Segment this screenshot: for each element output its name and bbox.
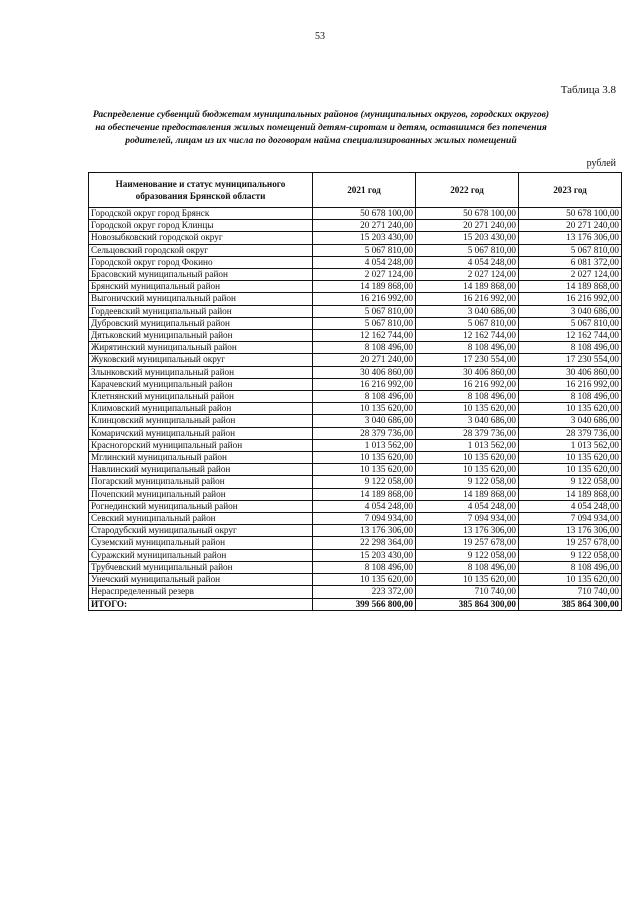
- table-row: [89, 452, 622, 464]
- municipality-cell: Нераспределенный резерв: [89, 586, 313, 598]
- amount-cell: 14 189 868,00: [519, 488, 622, 500]
- amount-cell: 1 013 562,00: [519, 439, 622, 451]
- municipality-cell: Трубчевский муниципальный район: [89, 561, 313, 573]
- municipality-cell: Дубровский муниципальный район: [89, 317, 313, 329]
- amount-cell: 10 135 620,00: [313, 574, 416, 586]
- table-row: [89, 488, 622, 500]
- amount-cell: 13 176 306,00: [519, 232, 622, 244]
- amount-cell: 5 067 810,00: [519, 317, 622, 329]
- municipality-cell: Навлинский муниципальный район: [89, 464, 313, 476]
- amount-cell: 28 379 736,00: [519, 427, 622, 439]
- amount-cell: 10 135 620,00: [416, 574, 519, 586]
- amount-cell: 19 257 678,00: [519, 537, 622, 549]
- table-row: [89, 378, 622, 390]
- municipality-cell: Унечский муниципальный район: [89, 574, 313, 586]
- units-label: рублей: [586, 158, 616, 169]
- municipality-cell: Рогнединский муниципальный район: [89, 500, 313, 512]
- amount-cell: 5 067 810,00: [313, 317, 416, 329]
- municipality-cell: Городской округ город Фокино: [89, 256, 313, 268]
- table-row: [89, 256, 622, 268]
- table-row: [89, 586, 622, 598]
- amount-cell: 2 027 124,00: [416, 269, 519, 281]
- amount-cell: 3 040 686,00: [416, 305, 519, 317]
- amount-cell: 710 740,00: [416, 586, 519, 598]
- amount-cell: 20 271 240,00: [416, 220, 519, 232]
- amount-cell: 16 216 992,00: [416, 378, 519, 390]
- amount-cell: 9 122 058,00: [519, 549, 622, 561]
- table-row: [89, 354, 622, 366]
- municipality-cell: Погарский муниципальный район: [89, 476, 313, 488]
- amount-cell: 13 176 306,00: [519, 525, 622, 537]
- amount-cell: 19 257 678,00: [416, 537, 519, 549]
- amount-cell: 385 864 300,00: [519, 598, 622, 610]
- amount-cell: 3 040 686,00: [519, 305, 622, 317]
- amount-cell: 4 054 248,00: [416, 256, 519, 268]
- table-row: [89, 293, 622, 305]
- amount-cell: 20 271 240,00: [313, 354, 416, 366]
- amount-cell: 7 094 934,00: [519, 513, 622, 525]
- table-row: [89, 317, 622, 329]
- amount-cell: 15 203 430,00: [313, 232, 416, 244]
- amount-cell: 16 216 992,00: [416, 293, 519, 305]
- amount-cell: 14 189 868,00: [313, 281, 416, 293]
- amount-cell: 8 108 496,00: [313, 342, 416, 354]
- amount-cell: 4 054 248,00: [313, 256, 416, 268]
- amount-cell: 12 162 744,00: [519, 330, 622, 342]
- table-row: [89, 244, 622, 256]
- amount-cell: 14 189 868,00: [313, 488, 416, 500]
- amount-cell: 2 027 124,00: [313, 269, 416, 281]
- table-row: [89, 439, 622, 451]
- amount-cell: 14 189 868,00: [416, 488, 519, 500]
- amount-cell: 10 135 620,00: [519, 464, 622, 476]
- amount-cell: 1 013 562,00: [416, 439, 519, 451]
- header-2023: 2023 год: [519, 173, 622, 208]
- amount-cell: 8 108 496,00: [313, 561, 416, 573]
- amount-cell: 1 013 562,00: [313, 439, 416, 451]
- table-row: [89, 220, 622, 232]
- amount-cell: 8 108 496,00: [416, 391, 519, 403]
- amount-cell: 10 135 620,00: [416, 452, 519, 464]
- amount-cell: 4 054 248,00: [416, 500, 519, 512]
- amount-cell: 9 122 058,00: [416, 549, 519, 561]
- municipality-cell: Выгоничский муниципальный район: [89, 293, 313, 305]
- table-body: [89, 208, 622, 611]
- amount-cell: 9 122 058,00: [416, 476, 519, 488]
- amount-cell: 2 027 124,00: [519, 269, 622, 281]
- municipality-cell: Брасовский муниципальный район: [89, 269, 313, 281]
- amount-cell: 13 176 306,00: [416, 525, 519, 537]
- amount-cell: 50 678 100,00: [416, 208, 519, 220]
- amount-cell: 30 406 860,00: [313, 366, 416, 378]
- amount-cell: 4 054 248,00: [519, 500, 622, 512]
- municipality-cell: Суземский муниципальный район: [89, 537, 313, 549]
- page-number: 53: [315, 31, 325, 42]
- document-title: Распределение субвенций бюджетам муниципальных районов (муниципальных округов, городских округов) на обеспечение предоставления жилых помещений детям-сиротам и детям, оставшимся без попечения родителей, лицам из их числа по договорам найма специализированных жилых помещений: [92, 109, 550, 146]
- amount-cell: 10 135 620,00: [313, 403, 416, 415]
- amount-cell: 223 372,00: [313, 586, 416, 598]
- municipality-cell: Клетнянский муниципальный район: [89, 391, 313, 403]
- amount-cell: 14 189 868,00: [416, 281, 519, 293]
- table-row: [89, 330, 622, 342]
- table-row: [89, 305, 622, 317]
- amount-cell: 3 040 686,00: [313, 415, 416, 427]
- amount-cell: 8 108 496,00: [416, 342, 519, 354]
- municipality-cell: Почепский муниципальный район: [89, 488, 313, 500]
- municipality-cell: Климовский муниципальный район: [89, 403, 313, 415]
- municipality-cell: Брянский муниципальный район: [89, 281, 313, 293]
- amount-cell: 50 678 100,00: [313, 208, 416, 220]
- amount-cell: 10 135 620,00: [416, 464, 519, 476]
- municipality-cell: Клинцовский муниципальный район: [89, 415, 313, 427]
- amount-cell: 5 067 810,00: [416, 244, 519, 256]
- amount-cell: 50 678 100,00: [519, 208, 622, 220]
- amount-cell: 28 379 736,00: [313, 427, 416, 439]
- amount-cell: 10 135 620,00: [313, 464, 416, 476]
- amount-cell: 17 230 554,00: [519, 354, 622, 366]
- table-row: [89, 561, 622, 573]
- municipality-cell: ИТОГО:: [89, 598, 313, 610]
- municipality-cell: Суражский муниципальный район: [89, 549, 313, 561]
- amount-cell: 710 740,00: [519, 586, 622, 598]
- amount-cell: 8 108 496,00: [416, 561, 519, 573]
- amount-cell: 13 176 306,00: [313, 525, 416, 537]
- subventions-table: [88, 172, 622, 611]
- header-name: Наименование и статус муниципального образования Брянской области: [89, 173, 313, 208]
- amount-cell: 8 108 496,00: [519, 342, 622, 354]
- amount-cell: 10 135 620,00: [313, 452, 416, 464]
- table-row: [89, 281, 622, 293]
- amount-cell: 14 189 868,00: [519, 281, 622, 293]
- municipality-cell: Сельцовский городской округ: [89, 244, 313, 256]
- amount-cell: 20 271 240,00: [313, 220, 416, 232]
- amount-cell: 10 135 620,00: [519, 403, 622, 415]
- municipality-cell: Стародубский муниципальный округ: [89, 525, 313, 537]
- amount-cell: 16 216 992,00: [519, 378, 622, 390]
- amount-cell: 30 406 860,00: [519, 366, 622, 378]
- amount-cell: 16 216 992,00: [313, 293, 416, 305]
- amount-cell: 12 162 744,00: [416, 330, 519, 342]
- table-row: [89, 415, 622, 427]
- table-row: [89, 549, 622, 561]
- header-2022: 2022 год: [416, 173, 519, 208]
- amount-cell: 15 203 430,00: [313, 549, 416, 561]
- amount-cell: 5 067 810,00: [313, 305, 416, 317]
- municipality-cell: Карачевский муниципальный район: [89, 378, 313, 390]
- amount-cell: 4 054 248,00: [313, 500, 416, 512]
- amount-cell: 10 135 620,00: [416, 403, 519, 415]
- table-row: [89, 537, 622, 549]
- municipality-cell: Комаричский муниципальный район: [89, 427, 313, 439]
- amount-cell: 16 216 992,00: [313, 378, 416, 390]
- table-row: [89, 269, 622, 281]
- municipality-cell: Севский муниципальный район: [89, 513, 313, 525]
- table-row: [89, 208, 622, 220]
- table-label: Таблица 3.8: [560, 84, 616, 96]
- municipality-cell: Мглинский муниципальный район: [89, 452, 313, 464]
- total-row: [89, 598, 622, 610]
- table-row: [89, 513, 622, 525]
- municipality-cell: Жуковский муниципальный округ: [89, 354, 313, 366]
- amount-cell: 12 162 744,00: [313, 330, 416, 342]
- amount-cell: 17 230 554,00: [416, 354, 519, 366]
- amount-cell: 5 067 810,00: [313, 244, 416, 256]
- amount-cell: 28 379 736,00: [416, 427, 519, 439]
- amount-cell: 7 094 934,00: [416, 513, 519, 525]
- header-2021: 2021 год: [313, 173, 416, 208]
- amount-cell: 3 040 686,00: [416, 415, 519, 427]
- table-row: [89, 525, 622, 537]
- amount-cell: 30 406 860,00: [416, 366, 519, 378]
- amount-cell: 3 040 686,00: [519, 415, 622, 427]
- table-row: [89, 464, 622, 476]
- amount-cell: 8 108 496,00: [313, 391, 416, 403]
- amount-cell: 9 122 058,00: [519, 476, 622, 488]
- municipality-cell: Городской округ город Брянск: [89, 208, 313, 220]
- municipality-cell: Злынковский муниципальный район: [89, 366, 313, 378]
- amount-cell: 385 864 300,00: [416, 598, 519, 610]
- table-row: [89, 574, 622, 586]
- table-row: [89, 476, 622, 488]
- table-row: [89, 500, 622, 512]
- amount-cell: 10 135 620,00: [519, 452, 622, 464]
- table-row: [89, 366, 622, 378]
- amount-cell: 5 067 810,00: [416, 317, 519, 329]
- municipality-cell: Городской округ город Клинцы: [89, 220, 313, 232]
- table-row: [89, 391, 622, 403]
- table-row: [89, 342, 622, 354]
- municipality-cell: Дятьковский муниципальный район: [89, 330, 313, 342]
- amount-cell: 20 271 240,00: [519, 220, 622, 232]
- table-row: [89, 403, 622, 415]
- amount-cell: 7 094 934,00: [313, 513, 416, 525]
- municipality-cell: Красногорский муниципальный район: [89, 439, 313, 451]
- amount-cell: 15 203 430,00: [416, 232, 519, 244]
- amount-cell: 8 108 496,00: [519, 561, 622, 573]
- amount-cell: 10 135 620,00: [519, 574, 622, 586]
- municipality-cell: Новозыбковский городской округ: [89, 232, 313, 244]
- municipality-cell: Жирятинский муниципальный район: [89, 342, 313, 354]
- amount-cell: 6 081 372,00: [519, 256, 622, 268]
- table-row: [89, 232, 622, 244]
- table-row: [89, 427, 622, 439]
- amount-cell: 9 122 058,00: [313, 476, 416, 488]
- amount-cell: 5 067 810,00: [519, 244, 622, 256]
- amount-cell: 22 298 364,00: [313, 537, 416, 549]
- amount-cell: 16 216 992,00: [519, 293, 622, 305]
- amount-cell: 399 566 800,00: [313, 598, 416, 610]
- amount-cell: 8 108 496,00: [519, 391, 622, 403]
- table-header-row: [89, 173, 622, 208]
- municipality-cell: Гордеевский муниципальный район: [89, 305, 313, 317]
